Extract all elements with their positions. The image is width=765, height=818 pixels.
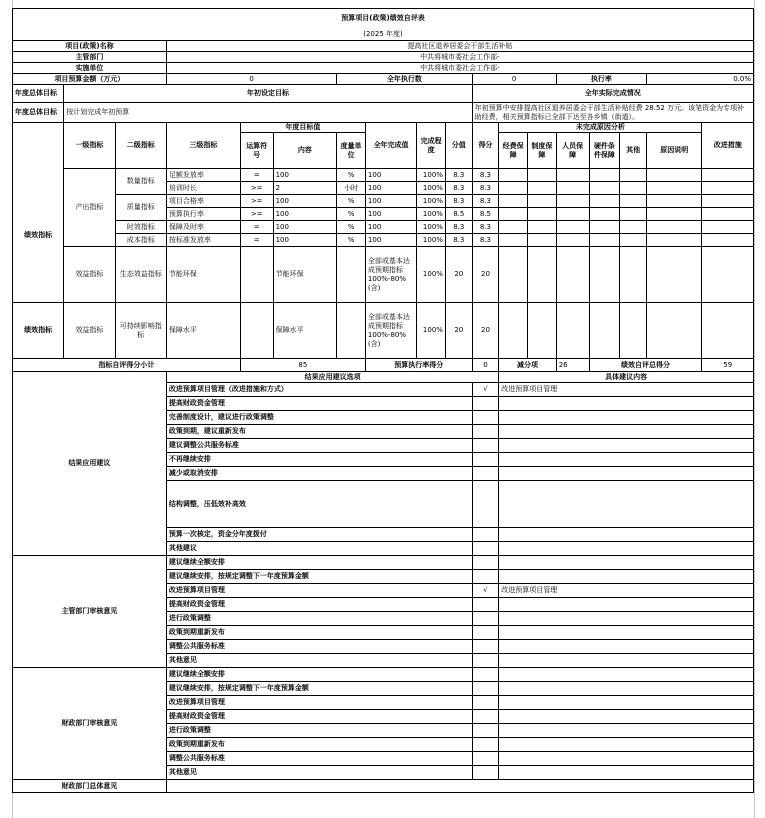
check-mark [472, 696, 499, 710]
reason-cell [528, 208, 557, 221]
indicator-actual: 100 [365, 208, 416, 221]
subtotal-value: 85 [240, 359, 365, 372]
reason-cell [647, 195, 702, 208]
reason-cell [647, 208, 702, 221]
check-mark [472, 724, 499, 738]
indicator-op: = [240, 169, 273, 182]
indicator-actual: 100 [365, 221, 416, 234]
l2-header: 二级指标 [115, 123, 166, 169]
reason-hardware-header: 硬件条件保障 [589, 133, 620, 169]
indicator-actual: 100 [365, 234, 416, 247]
reason-cell [647, 182, 702, 195]
review-option: 改进预算项目管理 [166, 696, 472, 710]
indicator-score: 20 [472, 247, 499, 303]
check-mark [472, 570, 499, 584]
indicator-l3: 保障及时率 [166, 221, 240, 234]
actual-text: 年初预算中安排提高社区退养居委会干部生活补贴经费 28.52 万元。该笔资金为专项补助经费，相关预算指标已全部下达至各乡镇（街道）。 [472, 103, 753, 123]
score-value-header: 分值 [445, 123, 472, 169]
check-mark [472, 710, 499, 724]
score-header: 得分 [472, 123, 499, 169]
reason-cell [589, 247, 620, 303]
indicator-score: 8.3 [472, 169, 499, 182]
reason-funds-header: 经费保障 [499, 133, 528, 169]
reason-cell [556, 247, 589, 303]
content-header: 内容 [273, 133, 337, 169]
reason-cell [620, 195, 647, 208]
apply-options-header: 结果应用建议选项 [166, 372, 498, 383]
output-l2-qty: 数量指标 [115, 169, 166, 195]
review-option: 调整公共服务标准 [166, 640, 472, 654]
review-detail [499, 556, 754, 570]
finance-review-label: 财政部门审核意见 [13, 668, 167, 780]
indicator-unit [337, 247, 366, 303]
indicator-actual: 100 [365, 169, 416, 182]
indicator-score: 8.3 [472, 234, 499, 247]
indicator-score: 20 [472, 303, 499, 359]
indicator-score: 8.3 [472, 195, 499, 208]
review-option: 调整公共服务标准 [166, 752, 472, 766]
indicator-content: 100 [273, 234, 337, 247]
reason-cell [589, 234, 620, 247]
check-mark [472, 481, 499, 528]
reason-cell [620, 247, 647, 303]
check-mark [472, 640, 499, 654]
check-mark [472, 654, 499, 668]
check-mark [472, 542, 499, 556]
dept-label: 主管部门 [13, 52, 167, 63]
indicator-content: 100 [273, 221, 337, 234]
indicator-op: = [240, 234, 273, 247]
apply-option: 其他建议 [166, 542, 472, 556]
evaluation-table [12, 8, 754, 793]
budget-score-label: 预算执行率得分 [365, 359, 472, 372]
finance-overall-label: 财政部门总体意见 [13, 780, 167, 793]
reason-cell [647, 169, 702, 182]
indicator-l3: 项目合格率 [166, 195, 240, 208]
reason-cell [528, 221, 557, 234]
indicator-value: 8.3 [445, 169, 472, 182]
indicator-op: >= [240, 195, 273, 208]
review-detail [499, 668, 754, 682]
reason-cell [556, 169, 589, 182]
improve-header: 改进措施 [702, 123, 754, 169]
reason-cell [647, 303, 702, 359]
check-mark [472, 668, 499, 682]
apply-option: 预算一次核定，资金分年度拨付 [166, 528, 472, 542]
apply-detail [499, 453, 754, 467]
check-mark [472, 626, 499, 640]
review-detail [499, 598, 754, 612]
indicator-value: 8.3 [445, 221, 472, 234]
total-label: 绩效自评总得分 [589, 359, 702, 372]
reason-cell [528, 234, 557, 247]
form-year: (2025 年度) [13, 29, 754, 41]
actual-header: 全年实际完成情况 [472, 85, 753, 103]
review-option: 建议继续安排，按规定调整下一年度预算金额 [166, 682, 472, 696]
reason-system-header: 制度保障 [528, 133, 557, 169]
apply-option: 提高财政资金管理 [166, 397, 472, 411]
review-option: 其他意见 [166, 654, 472, 668]
indicator-value: 8.3 [445, 182, 472, 195]
benefit-l2: 生态效益指标 [115, 247, 166, 303]
check-mark [472, 439, 499, 453]
deduct-label: 减分项 [499, 359, 556, 372]
exec-rate-value: 0.0% [647, 74, 754, 85]
indicator-unit [337, 303, 366, 359]
check-mark [472, 682, 499, 696]
reason-cell [556, 221, 589, 234]
reason-cell [620, 303, 647, 359]
project-name-label: 项目(政策)名称 [13, 41, 167, 52]
review-option: 其他意见 [166, 766, 472, 780]
sheet-right-gridline [754, 0, 755, 818]
indicator-content: 2 [273, 182, 337, 195]
output-l2-quality: 质量指标 [115, 195, 166, 221]
indicator-value: 20 [445, 303, 472, 359]
review-detail: 改进预算项目管理 [499, 584, 754, 598]
check-mark [472, 425, 499, 439]
dept-value: 中共将城市委社会工作部- [166, 52, 753, 63]
check-mark [472, 453, 499, 467]
apply-option: 政策到期，建议重新发布 [166, 425, 472, 439]
indicator-content: 保障水平 [273, 303, 337, 359]
check-mark [472, 612, 499, 626]
apply-option: 减少或取消安排 [166, 467, 472, 481]
perf-header-blank [13, 123, 64, 169]
apply-detail [499, 467, 754, 481]
review-option: 政策到期重新发布 [166, 626, 472, 640]
indicator-actual: 全部或基本达成预期指标100%-80%(含) [365, 247, 416, 303]
indicator-op [240, 303, 273, 359]
reason-cell [499, 169, 528, 182]
dept-review-label: 主管部门审核意见 [13, 556, 167, 668]
apply-option: 建议调整公共服务标准 [166, 439, 472, 453]
indicator-completion: 100% [417, 169, 446, 182]
review-option: 建议继续全额安排 [166, 668, 472, 682]
indicator-score: 8.5 [472, 208, 499, 221]
output-l2-time: 时效指标 [115, 221, 166, 234]
budget-value: 0 [166, 74, 336, 85]
completion-header: 完成程度 [417, 123, 446, 169]
reason-explain-header: 原因说明 [647, 133, 702, 169]
check-mark [472, 556, 499, 570]
review-detail [499, 766, 754, 780]
project-name-value: 提高社区退养居委会干部生活补贴 [166, 41, 753, 52]
review-option: 提高财政资金管理 [166, 710, 472, 724]
review-detail [499, 654, 754, 668]
impl-unit-label: 实施单位 [13, 63, 167, 74]
reason-cell [620, 169, 647, 182]
reason-cell [556, 234, 589, 247]
reason-cell [620, 208, 647, 221]
reason-cell [528, 169, 557, 182]
reason-cell [620, 234, 647, 247]
annual-target-header: 年初设定目标 [64, 85, 472, 103]
indicator-l3: 培训时长 [166, 182, 240, 195]
reason-group-header: 未完成原因分析 [499, 123, 702, 133]
reason-cell [556, 208, 589, 221]
reason-cell [589, 195, 620, 208]
indicator-content: 节能环保 [273, 247, 337, 303]
indicator-op: >= [240, 182, 273, 195]
improve-cell [702, 303, 754, 359]
reason-cell [528, 303, 557, 359]
indicator-value: 8.3 [445, 195, 472, 208]
l3-header: 三级指标 [166, 123, 240, 169]
review-detail [499, 626, 754, 640]
apply-detail [499, 542, 754, 556]
output-l1: 产出指标 [64, 169, 115, 247]
reason-cell [589, 169, 620, 182]
indicator-op: = [240, 221, 273, 234]
improve-cell [702, 195, 754, 208]
reason-cell [499, 234, 528, 247]
apply-label: 结果应用建议 [13, 372, 167, 556]
check-mark: √ [472, 584, 499, 598]
perf-label-b: 绩效指标 [13, 303, 64, 359]
reason-cell [647, 221, 702, 234]
apply-option: 完善制度设计，建议进行政策调整 [166, 411, 472, 425]
indicator-l3: 预算执行率 [166, 208, 240, 221]
indicator-l3: 足额发放率 [166, 169, 240, 182]
reason-cell [620, 221, 647, 234]
check-mark [472, 411, 499, 425]
op-header: 运算符号 [240, 133, 273, 169]
indicator-content: 100 [273, 169, 337, 182]
indicator-value: 20 [445, 247, 472, 303]
apply-option: 改进预算项目管理（改进措施和方式） [166, 383, 472, 397]
budget-score-value: 0 [472, 359, 499, 372]
review-option: 建议继续全额安排 [166, 556, 472, 570]
check-mark [472, 752, 499, 766]
indicator-completion: 100% [417, 303, 446, 359]
indicator-completion: 100% [417, 208, 446, 221]
indicator-value: 8.5 [445, 208, 472, 221]
review-detail [499, 738, 754, 752]
check-mark: √ [472, 383, 499, 397]
goals-label: 年度总体目标 [13, 85, 64, 103]
review-option: 改进预算项目管理 [166, 584, 472, 598]
reason-cell [528, 195, 557, 208]
apply-detail-header: 具体建议内容 [499, 372, 754, 383]
benefit-l1-2: 效益指标 [64, 303, 115, 359]
reason-cell [589, 221, 620, 234]
improve-cell [702, 221, 754, 234]
apply-detail [499, 425, 754, 439]
review-detail [499, 696, 754, 710]
subtotal-label: 指标自评得分小计 [13, 359, 241, 372]
check-mark [472, 598, 499, 612]
improve-cell [702, 208, 754, 221]
indicator-completion: 100% [417, 234, 446, 247]
indicator-content: 100 [273, 208, 337, 221]
reason-cell [647, 247, 702, 303]
reason-staff-header: 人员保障 [556, 133, 589, 169]
apply-detail [499, 481, 754, 528]
indicator-l3: 按标准发放率 [166, 234, 240, 247]
check-mark [472, 528, 499, 542]
indicator-unit: % [337, 195, 366, 208]
indicator-unit: % [337, 169, 366, 182]
improve-cell [702, 247, 754, 303]
check-mark [472, 738, 499, 752]
review-detail [499, 682, 754, 696]
indicator-score: 8.3 [472, 221, 499, 234]
review-detail [499, 640, 754, 654]
reason-cell [556, 303, 589, 359]
check-mark [472, 467, 499, 481]
reason-cell [499, 182, 528, 195]
reason-cell [589, 182, 620, 195]
indicator-completion: 100% [417, 221, 446, 234]
review-option: 建议继续安排，按规定调整下一年度预算金额 [166, 570, 472, 584]
goals-label-2: 年度总体目标 [13, 103, 64, 123]
benefit-l2: 可持续影响指标 [115, 303, 166, 359]
check-mark [472, 397, 499, 411]
review-option: 进行政策调整 [166, 724, 472, 738]
indicator-l3: 节能环保 [166, 247, 240, 303]
perf-label-a: 绩效指标 [13, 169, 64, 303]
indicator-op: >= [240, 208, 273, 221]
review-option: 政策到期重新发布 [166, 738, 472, 752]
review-detail [499, 710, 754, 724]
reason-cell [589, 208, 620, 221]
reason-cell [556, 182, 589, 195]
reason-cell [499, 303, 528, 359]
apply-detail [499, 397, 754, 411]
output-l2-cost: 成本指标 [115, 234, 166, 247]
reason-cell [528, 182, 557, 195]
reason-cell [647, 234, 702, 247]
deduct-value: 26 [556, 359, 589, 372]
indicator-completion: 100% [417, 182, 446, 195]
check-mark [472, 766, 499, 780]
reason-cell [589, 303, 620, 359]
reason-cell [499, 208, 528, 221]
apply-detail [499, 528, 754, 542]
indicator-actual: 100 [365, 195, 416, 208]
apply-option: 不再继续安排 [166, 453, 472, 467]
apply-detail [499, 439, 754, 453]
reason-cell [528, 247, 557, 303]
indicator-actual: 100 [365, 182, 416, 195]
improve-cell [702, 169, 754, 182]
indicator-score: 8.3 [472, 182, 499, 195]
improve-cell [702, 234, 754, 247]
total-value: 59 [702, 359, 754, 372]
review-detail [499, 752, 754, 766]
review-detail [499, 570, 754, 584]
reason-other-header: 其他 [620, 133, 647, 169]
indicator-completion: 100% [417, 247, 446, 303]
indicator-content: 100 [273, 195, 337, 208]
indicator-unit: % [337, 234, 366, 247]
benefit-l1: 效益指标 [64, 247, 115, 303]
target-group-header: 年度目标值 [240, 123, 365, 133]
exec-count-value: 0 [472, 74, 556, 85]
finance-overall-value [166, 780, 753, 793]
unit-header: 度量单位 [337, 133, 366, 169]
improve-cell [702, 182, 754, 195]
apply-detail: 改进预算项目管理 [499, 383, 754, 397]
exec-count-label: 全年执行数 [337, 74, 472, 85]
reason-cell [499, 247, 528, 303]
apply-detail [499, 411, 754, 425]
l1-header: 一级指标 [64, 123, 115, 169]
indicator-completion: 100% [417, 195, 446, 208]
indicator-op [240, 247, 273, 303]
indicator-unit: % [337, 221, 366, 234]
reason-cell [556, 195, 589, 208]
reason-cell [499, 221, 528, 234]
review-option: 提高财政资金管理 [166, 598, 472, 612]
reason-cell [620, 182, 647, 195]
indicator-actual: 全部或基本达成预期指标100%-80%(含) [365, 303, 416, 359]
reason-cell [499, 195, 528, 208]
form-title: 预算项目(政策)绩效自评表 [13, 9, 754, 29]
performance-form [12, 8, 754, 793]
review-detail [499, 724, 754, 738]
indicator-unit: % [337, 208, 366, 221]
actual-value-header: 全年完成值 [365, 123, 416, 169]
annual-target-text: 按计划完成年初预算 [64, 103, 472, 123]
indicator-unit: 小时 [337, 182, 366, 195]
indicator-value: 8.3 [445, 234, 472, 247]
review-option: 进行政策调整 [166, 612, 472, 626]
budget-label: 项目预算金额（万元） [13, 74, 167, 85]
impl-unit-value: 中共将城市委社会工作部- [166, 63, 753, 74]
indicator-l3: 保障水平 [166, 303, 240, 359]
review-detail [499, 612, 754, 626]
exec-rate-label: 执行率 [556, 74, 646, 85]
apply-option: 结构调整，压低效补高效 [166, 481, 472, 528]
